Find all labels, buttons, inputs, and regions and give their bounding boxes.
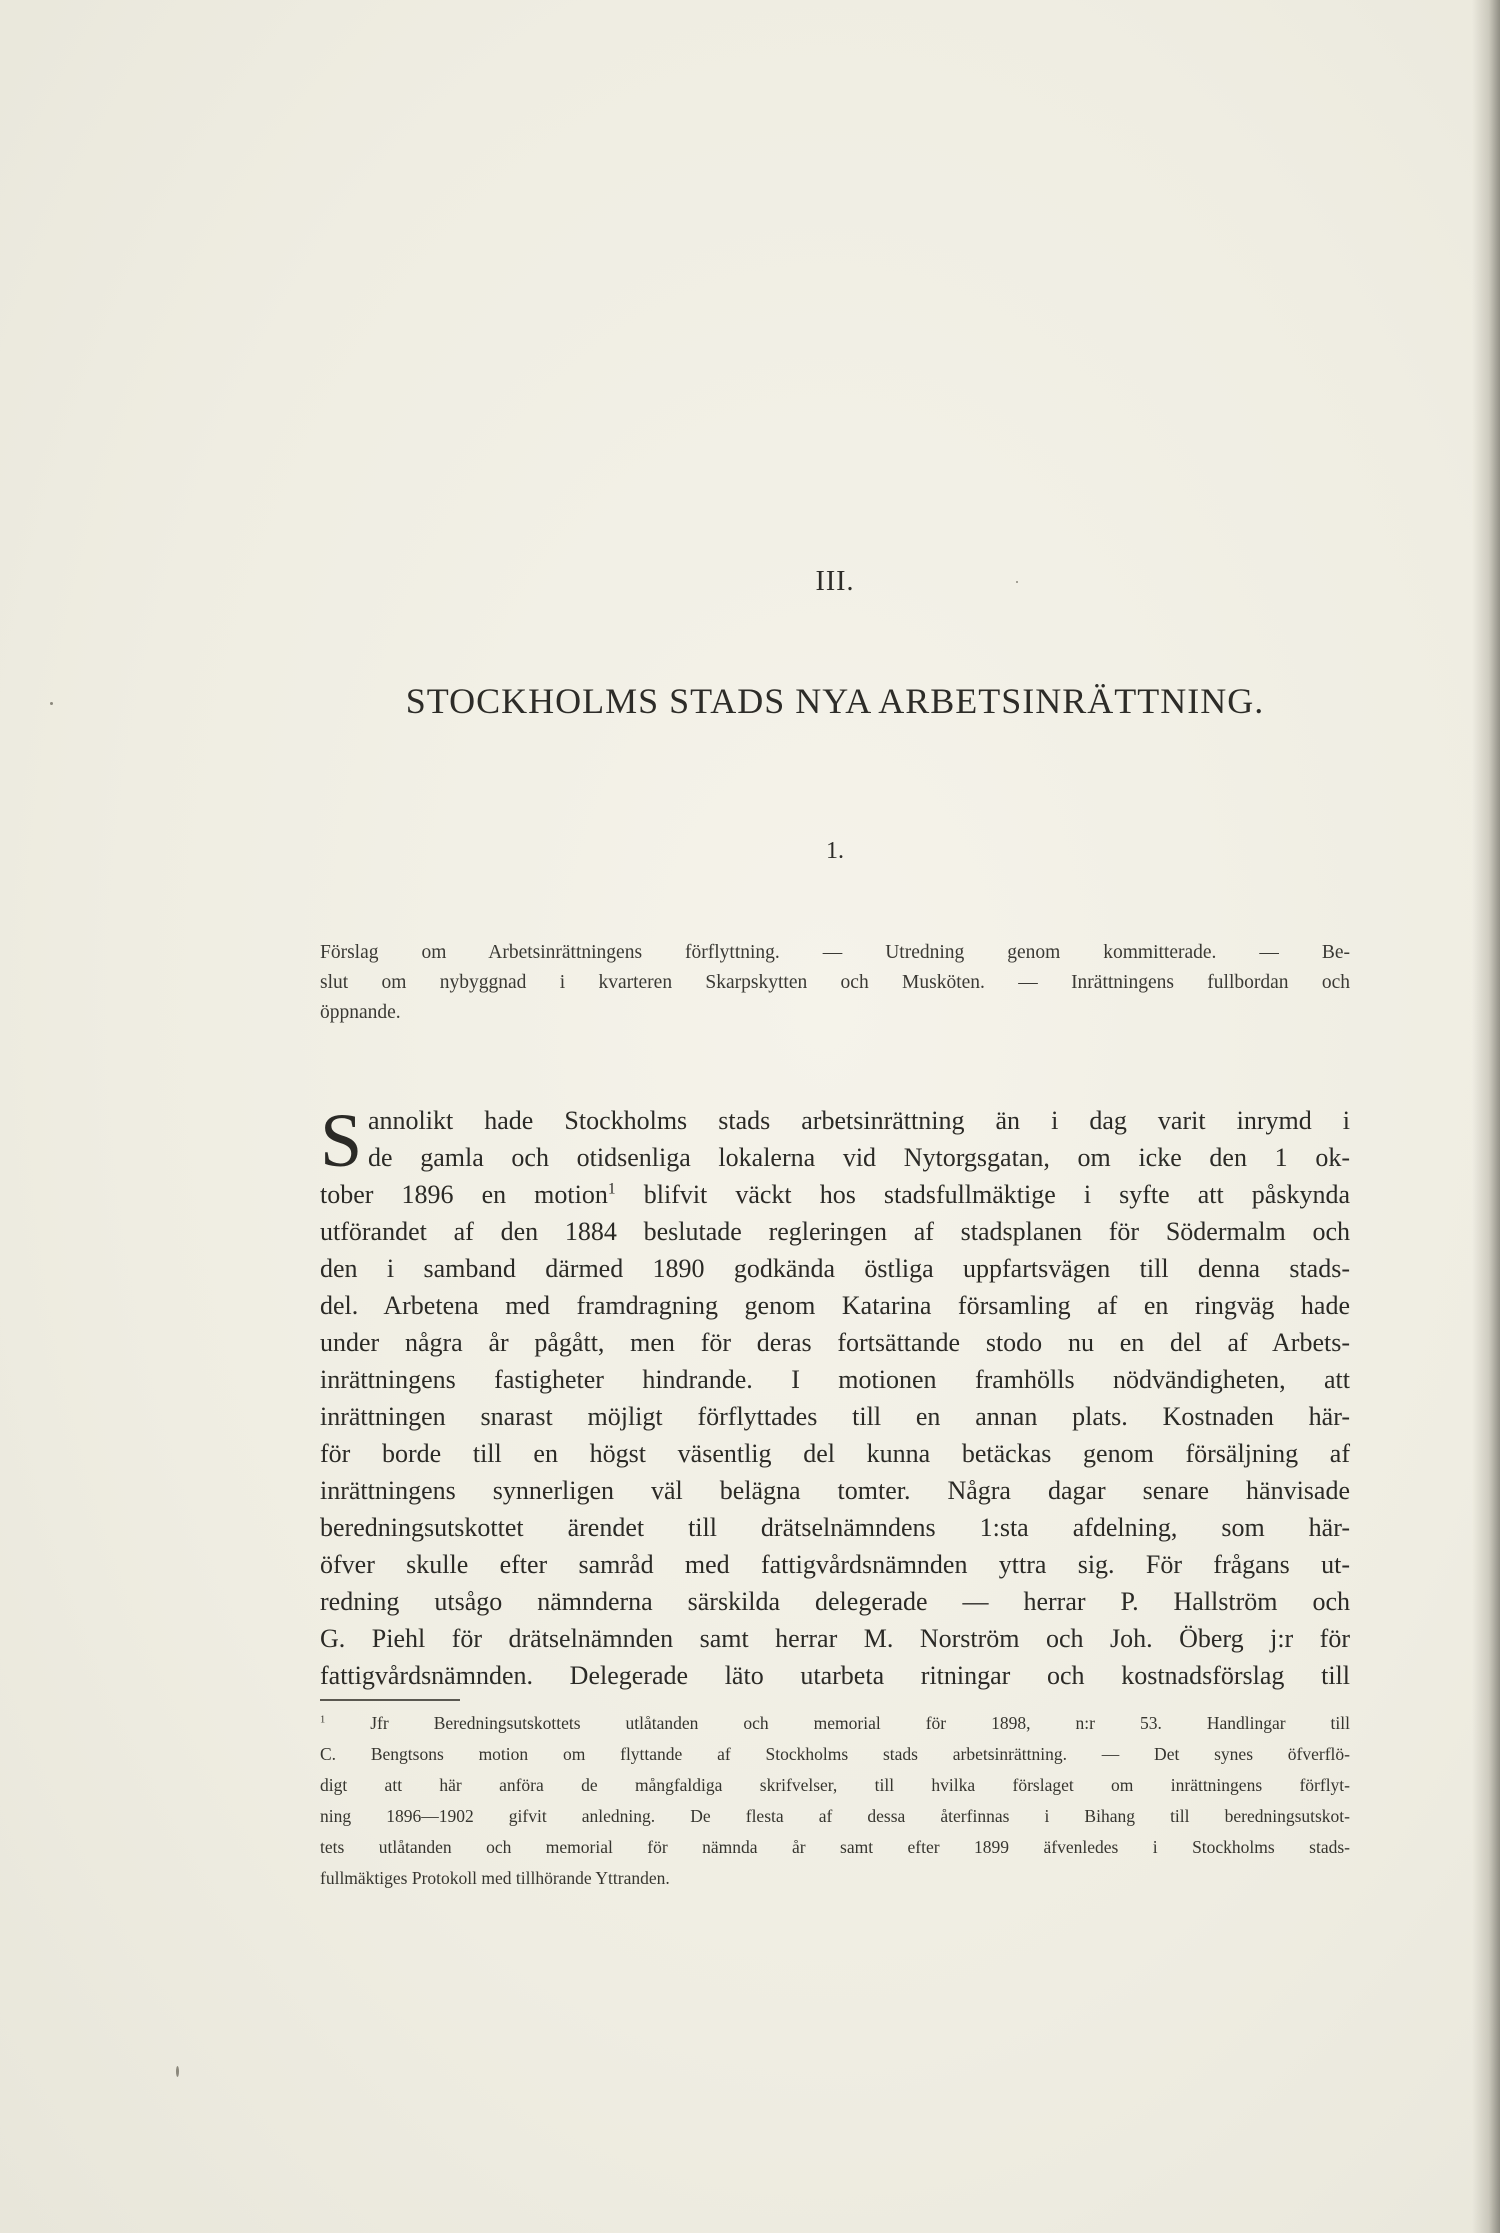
section-number: 1. [826, 838, 844, 864]
body-line: fattigvårdsnämnden. Delegerade läto utarbeta ritningar och kostnadsförslag till [320, 1661, 1350, 1690]
body-line: beredningsutskottet ärendet till drätselnämndens 1:sta afdelning, som här- [320, 1513, 1350, 1542]
body-line: G. Piehl för drätselnämnden samt herrar M. Norström och Joh. Öberg j:r för [320, 1624, 1350, 1653]
footnote-line [320, 1708, 1350, 1739]
footnote-line-text: Jfr Beredningsutskottets utlåtanden och memorial för 1898, n:r 53. Handlingar till [325, 1713, 1350, 1733]
body-line-part: tober 1896 en motion [320, 1180, 608, 1209]
summary-line: slut om nybyggnad i kvarteren Skarpskytten och Musköten. — Inrättningens fullbordan och [320, 972, 1350, 993]
body-line: del. Arbetena med framdragning genom Katarina församling af en ringväg hade [320, 1291, 1350, 1320]
footnote-line: digt att här anföra de mångfaldiga skrifvelser, till hvilka förslaget om inrättningens förflyt- [320, 1775, 1350, 1795]
body-line: utförandet af den 1884 beslutade regleringen af stadsplanen för Södermalm och [320, 1217, 1350, 1246]
footnote-reference: 1 [607, 1180, 616, 1198]
body-line-with-footnote-ref [320, 1176, 1350, 1213]
page-edge-shadow [1472, 0, 1500, 2233]
body-text [320, 1099, 1351, 1694]
chapter-number: III. [815, 566, 855, 597]
body-line: öfver skulle efter samråd med fattigvårdsnämnden yttra sig. För frågans ut- [320, 1550, 1350, 1579]
scan-speck [1016, 581, 1018, 583]
chapter-title: STOCKHOLMS STADS NYA ARBETSINRÄTTNING. [405, 681, 1265, 721]
scan-speck [176, 2066, 179, 2077]
drop-cap: S [320, 1099, 363, 1183]
body-line-part: blifvit väckt hos stadsfullmäktige i syfte att påskynda [615, 1180, 1351, 1209]
section-summary [320, 938, 1350, 1028]
footnote-line: tets utlåtanden och memorial för nämnda år samt efter 1899 äfvenledes i Stockholms stads- [320, 1837, 1350, 1857]
footnote-line: C. Bengtsons motion om flyttande af Stockholms stads arbetsinrättning. — Det synes öfverflö- [320, 1744, 1350, 1764]
body-line: den i samband därmed 1890 godkända östliga uppfartsvägen till denna stads- [320, 1254, 1350, 1283]
summary-line: Förslag om Arbetsinrättningens förflyttning. — Utredning genom kommitterade. — Be- [320, 942, 1350, 963]
footnote-line: ning 1896—1902 gifvit anledning. De flesta af dessa återfinnas i Bihang till beredningsutskot- [320, 1806, 1350, 1826]
footnote [320, 1708, 1350, 1894]
body-line: inrättningens synnerligen väl belägna tomter. Några dagar senare hänvisade [320, 1476, 1350, 1505]
drop-cap-lines [320, 1099, 1350, 1183]
body-line: under några år pågått, men för deras fortsättande stodo nu en del af Arbets- [320, 1328, 1350, 1357]
body-line: för borde till en högst väsentlig del kunna betäckas genom försäljning af [320, 1439, 1350, 1468]
footnote-line: fullmäktiges Protokoll med tillhörande Yttranden. [320, 1868, 670, 1888]
scan-speck [50, 702, 53, 705]
body-line: inrättningens fastigheter hindrande. I motionen framhölls nödvändigheten, att [320, 1365, 1350, 1394]
footnote-divider [320, 1699, 460, 1701]
body-line: annolikt hade Stockholms stads arbetsinrättning än i dag varit inrymd i [368, 1106, 1350, 1135]
body-line: inrättningen snarast möjligt förflyttades till en annan plats. Kostnaden här- [320, 1402, 1350, 1431]
summary-line: öppnande. [320, 1002, 401, 1023]
body-line: redning utsågo nämnderna särskilda delegerade — herrar P. Hallström och [320, 1587, 1350, 1616]
footnote-marker: 1 [320, 1714, 326, 1726]
body-line: de gamla och otidsenliga lokalerna vid Nytorgsgatan, om icke den 1 ok- [368, 1143, 1350, 1172]
